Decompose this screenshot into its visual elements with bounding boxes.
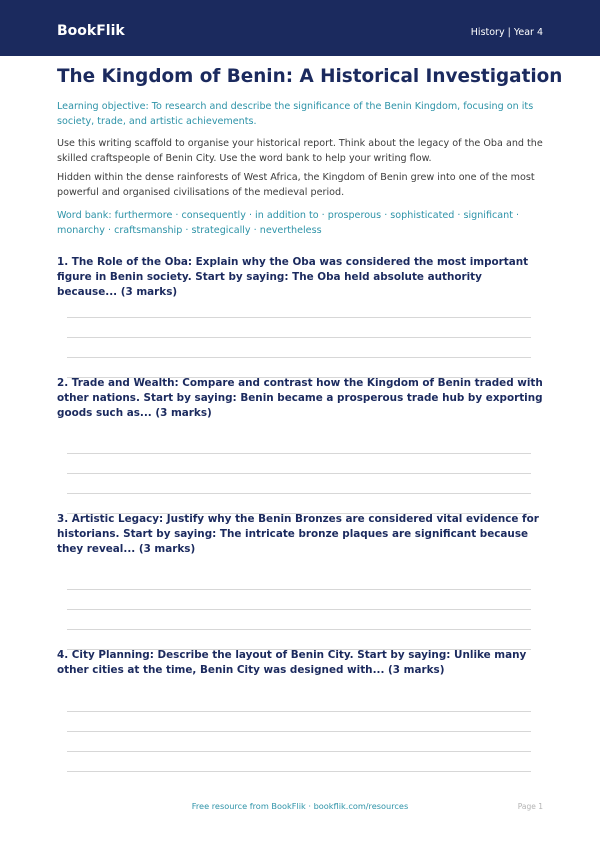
answer-line[interactable] [67, 317, 531, 318]
answer-line[interactable] [67, 453, 531, 454]
subject-year-label: History | Year 4 [470, 27, 543, 38]
answer-line[interactable] [67, 731, 531, 732]
answer-line[interactable] [67, 629, 531, 630]
answer-line[interactable] [67, 337, 531, 338]
question-1: 1. The Role of the Oba: Explain why the Oba was considered the most important figure in Benin society. Start by saying: The Oba held absolute authority because... (3 marks) [57, 256, 529, 298]
question-3: 3. Artistic Legacy: Justify why the Benin Bronzes are considered vital evidence for historians. Start by saying: The intricate bronze plaques are significant because they reveal... (3 marks) [57, 513, 539, 555]
brand-logo-text: BookFlik [57, 23, 125, 39]
answer-line[interactable] [67, 473, 531, 474]
page-header [0, 0, 600, 56]
answer-line[interactable] [67, 357, 531, 358]
word-bank: Word bank: furthermore · consequently · in addition to · prosperous · sophisticated · significant · monarchy · craftsmanship · strategically · nevertheless [57, 210, 520, 236]
context-paragraph: Hidden within the dense rainforests of West Africa, the Kingdom of Benin grew into one of the most powerful and organised civilisations of the medieval period. [57, 172, 535, 198]
answer-line[interactable] [67, 751, 531, 752]
learning-objective: Learning objective: To research and describe the significance of the Benin Kingdom, focusing on its society, trade, and artistic achievements. [57, 101, 534, 127]
intro-paragraph: Use this writing scaffold to organise your historical report. Think about the legacy of the Oba and the skilled craftspeople of Benin City. Use the word bank to help your writing flow. [57, 138, 543, 164]
page-number: Page 1 [517, 802, 543, 811]
answer-line[interactable] [67, 589, 531, 590]
answer-line[interactable] [67, 493, 531, 494]
answer-line[interactable] [67, 711, 531, 712]
answer-line[interactable] [67, 771, 531, 772]
question-4: 4. City Planning: Describe the layout of Benin City. Start by saying: Unlike many other cities at the time, Benin City was designed with... (3 marks) [57, 649, 527, 676]
footer-resource-link[interactable]: Free resource from BookFlik · bookflik.com/resources [191, 801, 409, 811]
answer-line[interactable] [67, 609, 531, 610]
page-title: The Kingdom of Benin: A Historical Investigation [57, 66, 563, 87]
question-2: 2. Trade and Wealth: Compare and contrast how the Kingdom of Benin traded with other nations. Start by saying: Benin became a prosperous trade hub by exporting goods such as... (3 marks) [57, 377, 543, 419]
